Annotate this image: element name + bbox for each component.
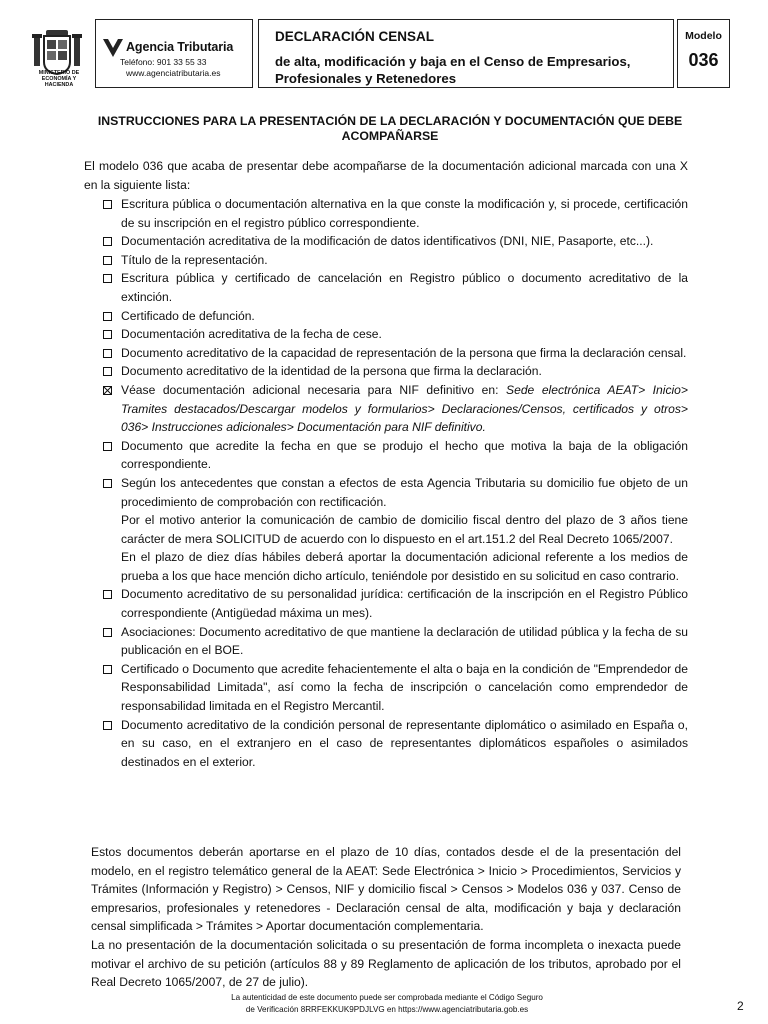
- list-item: Documento acreditativo de la capacidad de representación de la persona que firma la declaración censal.: [101, 344, 688, 363]
- verification-footer: [160, 992, 614, 1016]
- list-item: Según los antecedentes que constan a efectos de esta Agencia Tributaria su domicilio fue objeto de un procedimiento de comprobación con rectificación. Por el motivo anterior la comunicación de cambio de domicilio fiscal dentro del plazo de 3 años tiene carácter de mera SOLICITUD de acuerdo con lo dispuesto en el art.151.2 del Real Decreto 1065/2007. En el plazo de diez días hábiles deberá aportar la documentación adicional referente a los medios de prueba a los que hace mención dicho artículo, teniéndole por desistido en su solicitud en caso contrario.: [101, 474, 688, 586]
- list-item: Documento acreditativo de su personalidad jurídica: certificación de la inscripción en el Registro Público correspondiente (Antigüedad máxima un mes).: [101, 585, 688, 622]
- model-box: [677, 19, 730, 88]
- list-item-checked: Véase documentación adicional necesaria para NIF definitivo en: Sede electrónica AEAT> Inicio> Tramites destacados/Descargar modelos y formularios> Declaraciones/Censos, certificados y otros> 036> Instrucciones adicionales> Documentación para NIF definitivo.: [101, 381, 688, 437]
- domicilio-paragraph-3: En el plazo de diez días hábiles deberá aportar la documentación adicional referente a los medios de prueba a los que hace mención dicho artículo, teniéndole por desistido en su solicitud en caso contrario.: [121, 550, 688, 583]
- checkbox-icon: [103, 200, 112, 209]
- checkbox-icon: [103, 256, 112, 265]
- model-number: 036: [688, 50, 719, 70]
- list-item: Título de la representación.: [101, 251, 688, 270]
- title-box: [258, 19, 674, 88]
- checkbox-icon: [103, 479, 112, 488]
- checkbox-icon: [103, 628, 112, 637]
- closing-paragraph-2: La no presentación de la documentación solicitada o su presentación de forma incompleta o inexacta puede motivar el archivo de su petición (artículos 88 y 89 Reglamento de aplicación de los tributos, aprobado por el Real Decreto 1065/2007, de 27 de julio).: [91, 937, 681, 990]
- ministry-label: MINISTERIO DE ECONOMÍA Y HACIENDA: [38, 70, 80, 88]
- checkbox-icon: [103, 721, 112, 730]
- agency-logo-icon: [102, 38, 124, 58]
- checked-box-icon: [103, 386, 112, 395]
- checkbox-icon: [103, 330, 112, 339]
- instructions-title: INSTRUCCIONES PARA LA PRESENTACIÓN DE LA DECLARACIÓN Y DOCUMENTACIÓN QUE DEBE ACOMPAÑARSE: [97, 114, 683, 143]
- page-number: 2: [737, 999, 744, 1013]
- agency-phone: Teléfono: 901 33 55 33: [120, 57, 207, 67]
- closing-paragraph-1: Estos documentos deberán aportarse en el plazo de 10 días, contados desde el de la presentación del modelo, en el registro telemático general de la AEAT: Sede Electrónica > Inicio > Procedimientos, Servicios y Trámites (Información y Registro) > Censos, NIF y domicilio fiscal > Censos > Modelos 036 y 037. Censo de empresarios, profesionales y retenedores - Declaración censal de alta, modificación y baja y declaración censal simplificada > Trámites > Aportar documentación complementaria.: [91, 845, 681, 934]
- list-item: Certificado de defunción.: [101, 307, 688, 326]
- model-label: Modelo: [685, 30, 722, 42]
- list-item: Documento acreditativo de la identidad de la persona que firma la declaración.: [101, 362, 688, 381]
- checkbox-icon: [103, 312, 112, 321]
- document-title: DECLARACIÓN CENSAL: [275, 29, 435, 44]
- list-item: Asociaciones: Documento acreditativo de que mantiene la declaración de utilidad pública y la fecha de su publicación en el BOE.: [101, 623, 688, 660]
- list-item: Certificado o Documento que acredite fehacientemente el alta o baja en la condición de "Emprendedor de Responsabilidad Limitada", así como la fecha de inscripción o cancelación como emprendedor de responsabilidad limitada en el Registro Mercantil.: [101, 660, 688, 716]
- checkbox-icon: [103, 665, 112, 674]
- domicilio-paragraph-2: Por el motivo anterior la comunicación de cambio de domicilio fiscal dentro del plazo de 3 años tiene carácter de mera SOLICITUD de acuerdo con lo dispuesto en el art.151.2 del Real Decreto 1065/2007.: [121, 513, 688, 546]
- document-checklist: [101, 195, 688, 771]
- list-item: Documentación acreditativa de la fecha de cese.: [101, 325, 688, 344]
- document-subtitle: de alta, modificación y baja en el Censo de Empresarios, Profesionales y Retenedores: [275, 54, 631, 86]
- checkbox-icon: [103, 442, 112, 451]
- checkbox-icon: [103, 590, 112, 599]
- list-item: Documento que acredite la fecha en que se produjo el hecho que motiva la baja de la obligación correspondiente.: [101, 437, 688, 474]
- checkbox-icon: [103, 237, 112, 246]
- footer-line-2: de Verificación 8RRFEKKUK9PDJLVG en https://www.agenciatributaria.gob.es: [245, 1005, 529, 1014]
- checkbox-icon: [103, 349, 112, 358]
- checkbox-icon: [103, 274, 112, 283]
- agency-name: Agencia Tributaria: [126, 40, 234, 54]
- intro-paragraph: El modelo 036 que acaba de presentar debe acompañarse de la documentación adicional marcada con una X en la siguiente lista:: [84, 159, 688, 192]
- list-item: Documento acreditativo de la condición personal de representante diplomático o asimilado en España o, en su caso, en el extranjero en el caso de representantes diplomáticos españoles o asimilados destinados en el exterior.: [101, 716, 688, 772]
- agency-box: [95, 19, 253, 88]
- list-item: Documentación acreditativa de la modificación de datos identificativos (DNI, NIE, Pasaporte, etc...).: [101, 232, 688, 251]
- closing-text: [91, 843, 681, 992]
- footer-line-1: La autenticidad de este documento puede ser comprobada mediante el Código Seguro: [231, 993, 543, 1002]
- list-item: Escritura pública o documentación alternativa en la que conste la modificación y, si procede, certificación de su inscripción en el registro público correspondiente.: [101, 195, 688, 232]
- list-item: Escritura pública y certificado de cancelación en Registro público o documento acreditativo de la extinción.: [101, 269, 688, 306]
- agency-web: www.agenciatributaria.es: [126, 68, 221, 78]
- checkbox-icon: [103, 367, 112, 376]
